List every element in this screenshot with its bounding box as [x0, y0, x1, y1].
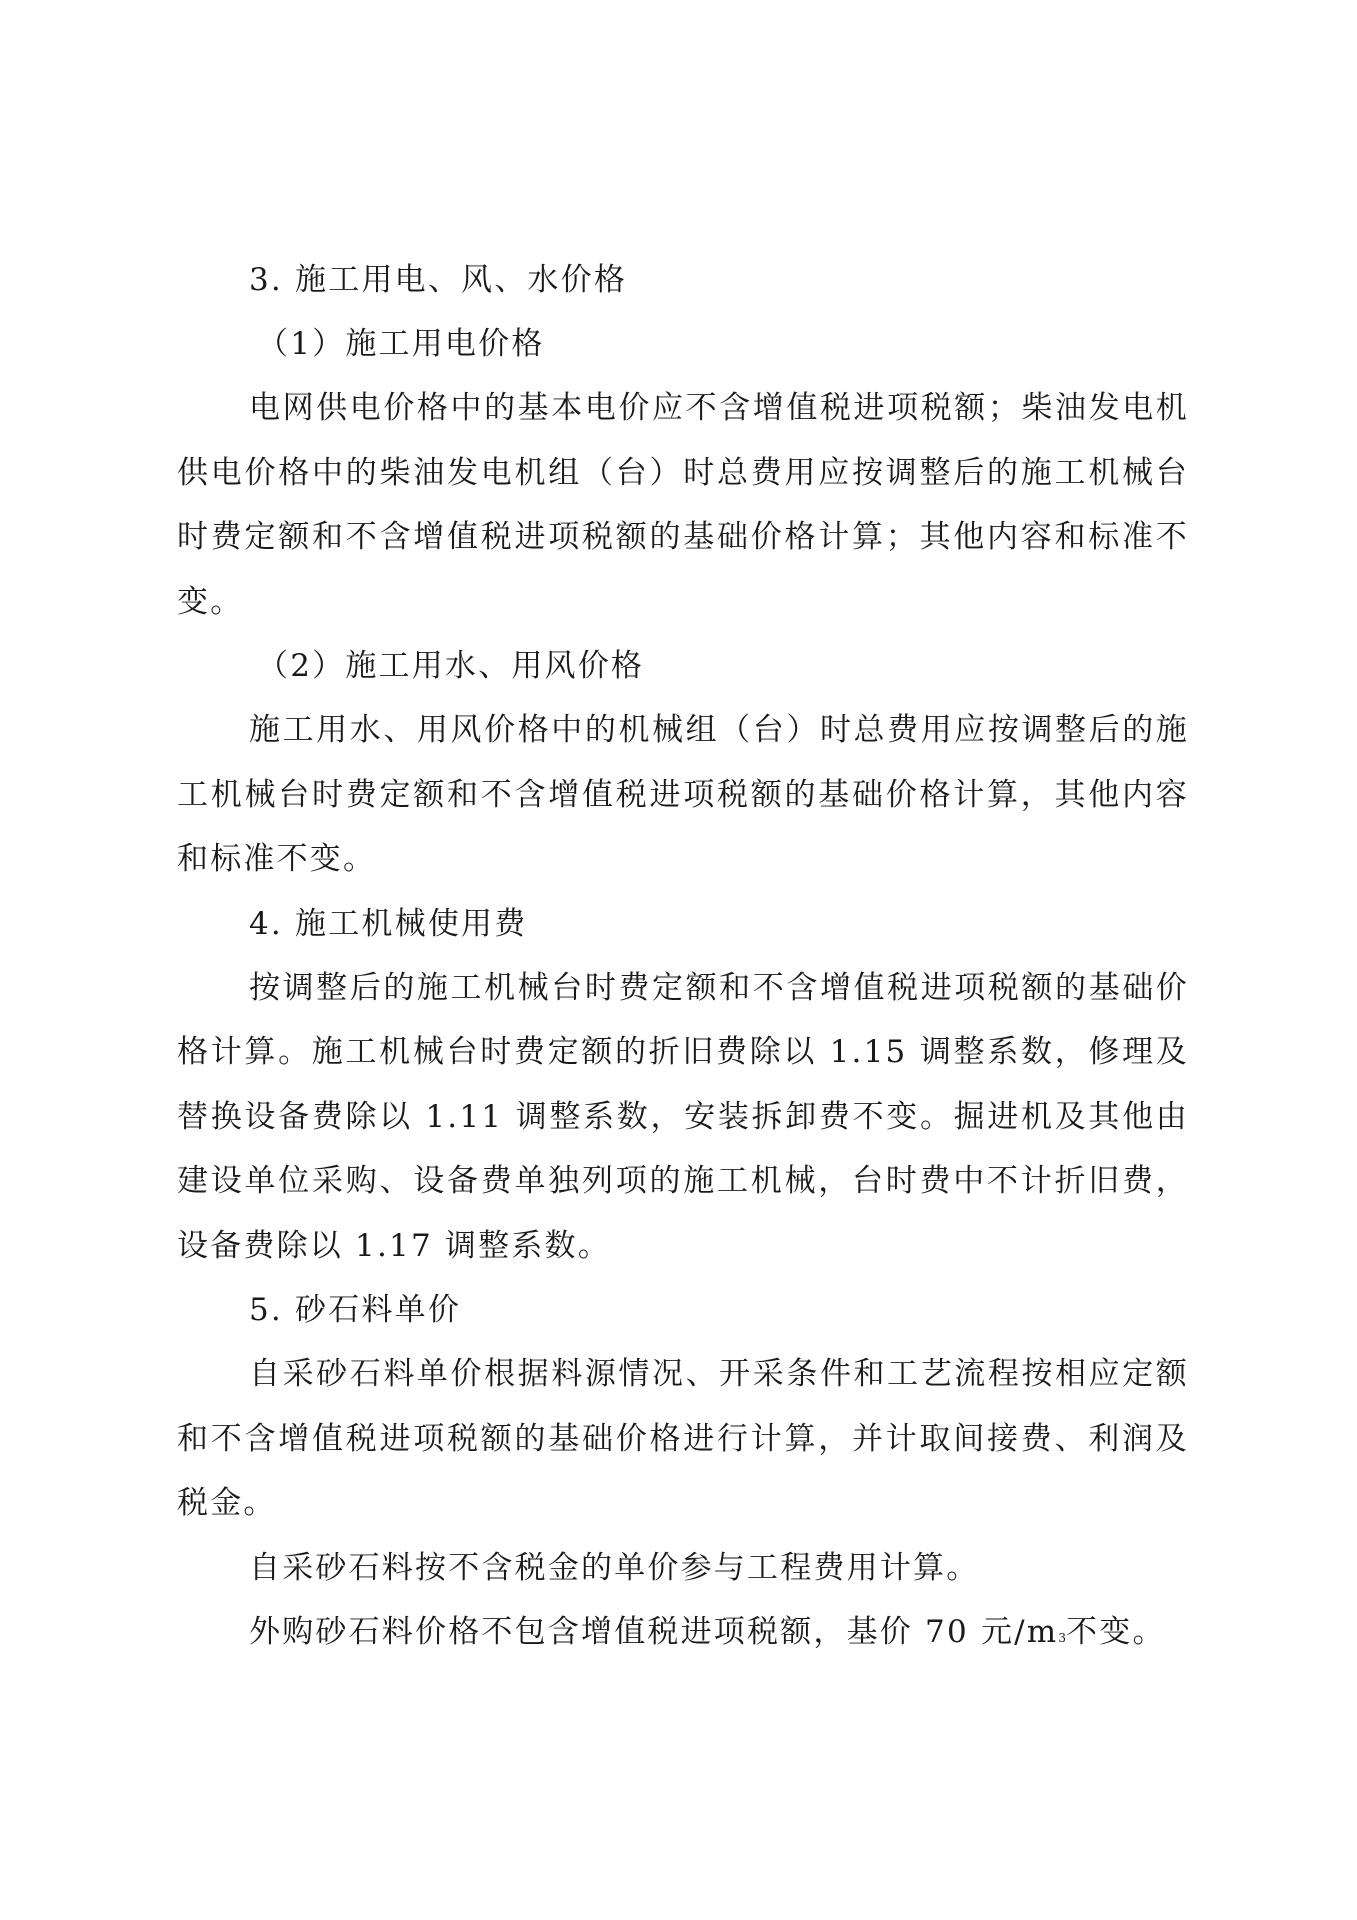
- section-5-paragraph-3: [177, 1600, 1189, 1665]
- document-body: [177, 248, 1189, 1665]
- section-3-1-paragraph: 电网供电价格中的基本电价应不含增值税进项税额；柴油发电机供电价格中的柴油发电机组（台）时总费用应按调整后的施工机械台时费定额和不含增值税进项税额的基础价格计算；其他内容和标准不变。: [177, 390, 1189, 620]
- cubic-superscript: 3: [1058, 1631, 1067, 1645]
- section-5-paragraph-2: 自采砂石料按不含税金的单价参与工程费用计算。: [249, 1549, 980, 1586]
- section-5-paragraph-3-text: 外购砂石料价格不包含增值税进项税额，基价 70 元/m: [249, 1614, 1059, 1650]
- section-5-paragraph-3-suffix: 不变。: [1066, 1614, 1166, 1650]
- section-3-2-heading: （2）施工用水、用风价格: [257, 648, 645, 684]
- section-5-heading: 5. 砂石料单价: [249, 1292, 462, 1328]
- section-3-1-heading: （1）施工用电价格: [257, 326, 545, 362]
- section-4-paragraph: 按调整后的施工机械台时费定额和不含增值税进项税额的基础价格计算。施工机械台时费定额的折旧费除以 1.15 调整系数，修理及替换设备费除以 1.11 调整系数，安装拆卸费不变。掘进机及其他由建设单位采购、设备费单独列项的施工机械，台时费中不计折旧费，设备费除以 1.17 调整系数。: [177, 969, 1189, 1264]
- section-5-paragraph-1: 自采砂石料单价根据料源情况、开采条件和工艺流程按相应定额和不含增值税进项税额的基础价格进行计算，并计取间接费、利润及税金。: [177, 1356, 1189, 1521]
- section-3-heading: 3. 施工用电、风、水价格: [249, 262, 628, 298]
- section-3-2-paragraph: 施工用水、用风价格中的机械组（台）时总费用应按调整后的施工机械台时费定额和不含增值税进项税额的基础价格计算，其他内容和标准不变。: [177, 712, 1189, 877]
- section-4-heading: 4. 施工机械使用费: [249, 905, 528, 942]
